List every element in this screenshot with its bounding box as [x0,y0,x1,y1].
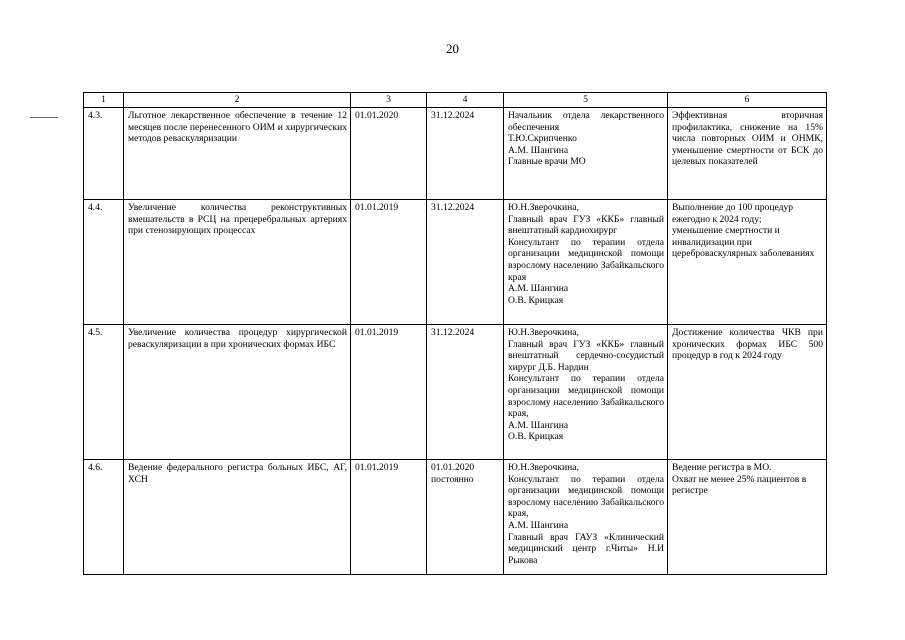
margin-mark [30,117,58,118]
end-date-cell: 01.01.2020 постоянно [427,460,504,575]
result-cell: Ведение регистра в МО. Охват не менее 25% пациентов в регистре [668,460,827,575]
row-number: 4.4. [84,200,124,325]
end-date-cell: 31.12.2024 [427,200,504,325]
header-cell: 4 [427,93,504,108]
start-date-cell: 01.01.2019 [351,460,427,575]
measure-cell: Увеличение количества реконструктивных вмешательств в РСЦ на прецеребральных артериях при стенозирующих процессах [124,200,351,325]
header-row [84,93,827,108]
header-cell: 2 [124,93,351,108]
table-row [84,325,827,460]
row-number: 4.3. [84,108,124,200]
start-date-cell: 01.01.2020 [351,108,427,200]
start-date-cell: 01.01.2019 [351,200,427,325]
header-cell: 1 [84,93,124,108]
measure-cell: Льготное лекарственное обеспечение в течение 12 месяцев после перенесенного ОИМ и хирургических методов реваскуляризации [124,108,351,200]
row-number: 4.5. [84,325,124,460]
measures-table [83,92,827,575]
measure-cell: Увеличение количества процедур хирургической реваскуляризации в при хронических формах ИБС [124,325,351,460]
responsible-cell: Ю.Н.Зверочкина, Консультант по терапии отдела организации медицинской помощи взрослому населению Забайкальского края, А.М. Шангина Главный врач ГАУЗ «Клинический медицинский центр г.Читы» Н.И Рыкова [504,460,668,575]
row-number: 4.6. [84,460,124,575]
result-cell: Эффективная вторичная профилактика, снижение на 15% числа повторных ОИМ и ОНМК, уменьшение смертности от БСК до целевых показателей [668,108,827,200]
result-cell: Выполнение до 100 процедур ежегодно к 2024 году; уменьшение смертности и инвалидизации при цереброваскулярных заболеваниях [668,200,827,325]
header-cell: 6 [668,93,827,108]
table-row [84,200,827,325]
measure-cell: Ведение федерального регистра больных ИБС, АГ, ХСН [124,460,351,575]
responsible-cell: Ю.Н.Зверочкина, Главный врач ГУЗ «ККБ» главный внештатный сердечно-сосудистый хирург Д.Б. Нардин Консультант по терапии отдела организации медицинской помощи взрослому населению Забайкальского края, А.М. Шангина О.В. Крицкая [504,325,668,460]
result-cell: Достижение количества ЧКВ при хронических формах ИБС 500 процедур в год к 2024 году [668,325,827,460]
responsible-cell: Ю.Н.Зверочкина, Главный врач ГУЗ «ККБ» главный внештатный кардиохирург Консультант по терапии отдела организации медицинской помощи взрослому населению Забайкальского края А.М. Шангина О.В. Крицкая [504,200,668,325]
responsible-cell: Начальник отдела лекарственного обеспечения Т.Ю.Скрипченко А.М. Шангина Главные врачи МО [504,108,668,200]
page-number: 20 [446,41,459,56]
header-cell: 5 [504,93,668,108]
table-row [84,108,827,200]
start-date-cell: 01.01.2019 [351,325,427,460]
table-row [84,460,827,575]
header-cell: 3 [351,93,427,108]
end-date-cell: 31.12.2024 [427,325,504,460]
end-date-cell: 31.12.2024 [427,108,504,200]
